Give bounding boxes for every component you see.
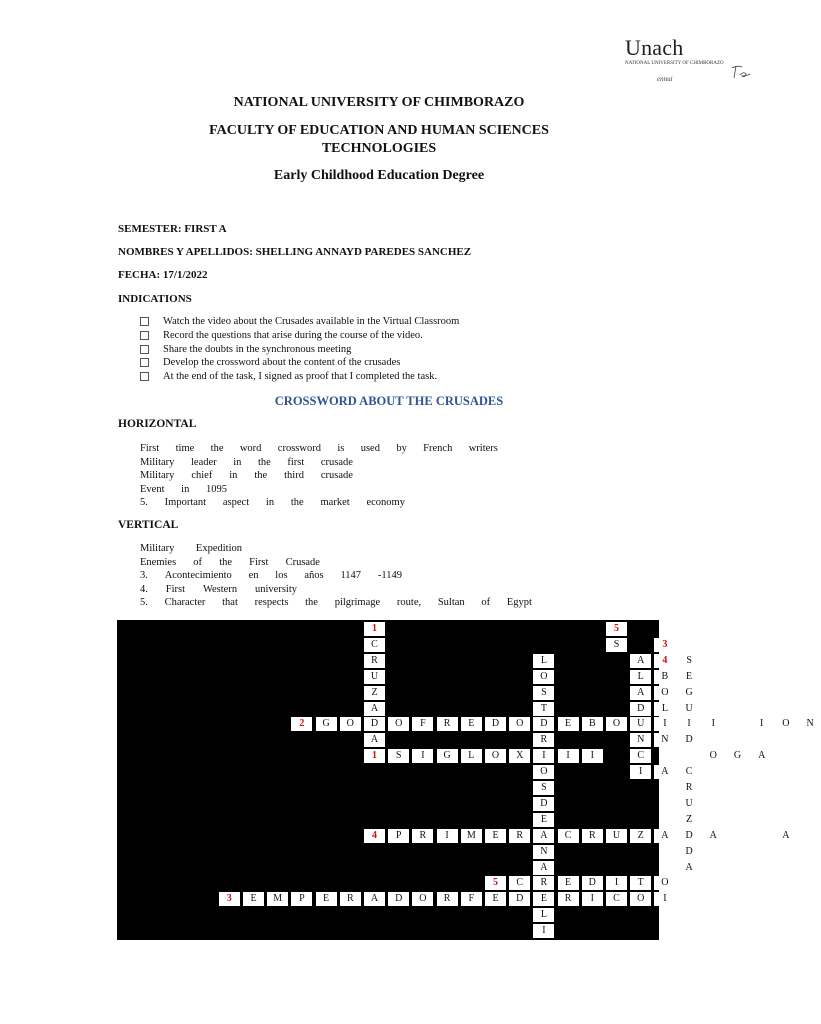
indications-heading: INDICATIONS <box>118 293 192 305</box>
list-item: Develop the crossword about the content of the crusades <box>140 356 459 370</box>
letter-cell: D <box>533 797 554 811</box>
letter-cell: L <box>461 749 482 763</box>
names-line: NOMBRES Y APELLIDOS: SHELLING ANNAYD PAREDES SANCHEZ <box>118 246 472 258</box>
letter-cell: F <box>412 717 433 731</box>
letter-cell: L <box>630 670 651 684</box>
letter-cell: D <box>679 829 700 843</box>
horizontal-heading: HORIZONTAL <box>118 418 197 430</box>
letter-cell: D <box>485 717 506 731</box>
letter-cell: I <box>679 717 700 731</box>
letter-cell: A <box>654 765 675 779</box>
letter-cell: D <box>679 845 700 859</box>
letter-cell: U <box>679 702 700 716</box>
letter-cell: G <box>727 749 748 763</box>
university-logo <box>622 34 752 90</box>
letter-cell: C <box>558 829 579 843</box>
letter-cell: P <box>388 829 409 843</box>
logo-name: Unach <box>625 35 684 60</box>
letter-cell: D <box>630 702 651 716</box>
letter-cell: C <box>630 749 651 763</box>
indications-list <box>140 315 459 384</box>
letter-cell: A <box>364 892 385 906</box>
checkbox-icon <box>140 331 149 340</box>
letter-cell: D <box>679 733 700 747</box>
letter-cell: Z <box>364 686 385 700</box>
faculty-title-line1: FACULTY OF EDUCATION AND HUMAN SCIENCES <box>209 123 549 138</box>
letter-cell: E <box>485 892 506 906</box>
letter-cell: A <box>364 733 385 747</box>
letter-cell: S <box>388 749 409 763</box>
clue-line: First time the word crossword is used by French writers <box>140 443 498 454</box>
letter-cell: Z <box>679 813 700 827</box>
letter-cell: G <box>679 686 700 700</box>
letter-cell: O <box>388 717 409 731</box>
letter-cell: O <box>412 892 433 906</box>
letter-cell: T <box>630 876 651 890</box>
letter-cell: D <box>509 892 530 906</box>
letter-cell: G <box>437 749 458 763</box>
letter-cell: R <box>679 781 700 795</box>
letter-cell: O <box>533 765 554 779</box>
letter-cell: I <box>558 749 579 763</box>
letter-cell: T <box>533 702 554 716</box>
clue-number-cell: 5 <box>606 622 627 636</box>
letter-cell: A <box>364 702 385 716</box>
letter-cell: A <box>775 829 796 843</box>
letter-cell: P <box>291 892 312 906</box>
letter-cell: I <box>630 765 651 779</box>
letter-cell: R <box>509 829 530 843</box>
list-item: Record the questions that arise during the course of the video. <box>140 329 459 343</box>
letter-cell: S <box>533 686 554 700</box>
letter-cell: O <box>533 670 554 684</box>
clue-line: Military chief in the third crusade <box>140 470 353 482</box>
checkbox-icon <box>140 358 149 367</box>
letter-cell: C <box>606 892 627 906</box>
letter-cell: U <box>630 717 651 731</box>
letter-cell: N <box>630 733 651 747</box>
clue-line: 5. Important aspect in the market economy <box>140 497 405 509</box>
horizontal-clues <box>140 442 498 510</box>
letter-cell: X <box>509 749 530 763</box>
letter-cell: R <box>412 829 433 843</box>
letter-cell: M <box>461 829 482 843</box>
letter-cell: O <box>606 717 627 731</box>
letter-cell: R <box>340 892 361 906</box>
letter-cell: N <box>654 733 675 747</box>
signature-scrawl-icon <box>730 62 752 82</box>
letter-cell: I <box>533 749 554 763</box>
degree-title: Early Childhood Education Degree <box>273 168 485 183</box>
letter-cell: I <box>654 892 675 906</box>
letter-cell: A <box>654 829 675 843</box>
letter-cell: Z <box>630 829 651 843</box>
checkbox-icon <box>140 345 149 354</box>
crossword-grid <box>117 620 814 940</box>
letter-cell: E <box>485 829 506 843</box>
letter-cell: R <box>533 876 554 890</box>
letter-cell: O <box>485 749 506 763</box>
letter-cell: I <box>582 892 603 906</box>
letter-cell: U <box>606 829 627 843</box>
clue-number-cell: 3 <box>654 638 675 652</box>
clue-number-cell: 3 <box>219 892 240 906</box>
clue-line: 4. First Western university <box>140 583 297 595</box>
letter-cell: F <box>461 892 482 906</box>
letter-cell: E <box>558 876 579 890</box>
list-item: Watch the video about the Crusades available in the Virtual Classroom <box>140 315 459 329</box>
letter-cell: A <box>533 861 554 875</box>
letter-cell: I <box>703 717 724 731</box>
letter-cell: A <box>533 829 554 843</box>
university-title: NATIONAL UNIVERSITY OF CHIMBORAZO <box>233 95 525 110</box>
letter-cell: R <box>533 733 554 747</box>
letter-cell: O <box>703 749 724 763</box>
letter-cell: R <box>364 654 385 668</box>
letter-cell: L <box>533 908 554 922</box>
letter-cell: A <box>703 829 724 843</box>
letter-cell: S <box>533 781 554 795</box>
letter-cell: E <box>558 717 579 731</box>
letter-cell: R <box>437 892 458 906</box>
clue-number-cell: 2 <box>291 717 312 731</box>
clue-line: Event in 1095 <box>140 483 227 495</box>
letter-cell: A <box>751 749 772 763</box>
clue-line: 5. Character that respects the pilgrimage route, Sultan of Egypt <box>140 597 532 609</box>
letter-cell: O <box>630 892 651 906</box>
letter-cell: I <box>606 876 627 890</box>
letter-cell: C <box>364 638 385 652</box>
letter-cell: S <box>679 654 700 668</box>
clue-line: Military leader in the first crusade <box>140 456 353 468</box>
letter-cell: L <box>654 702 675 716</box>
date-line: FECHA: 17/1/2022 <box>118 269 208 281</box>
checkbox-icon <box>140 317 149 326</box>
letter-cell: O <box>509 717 530 731</box>
vertical-heading: VERTICAL <box>118 519 179 531</box>
letter-cell: I <box>533 924 554 938</box>
clue-number-cell: 1 <box>364 622 385 636</box>
clue-line: Enemies of the First Crusade <box>140 556 320 568</box>
letter-cell: R <box>582 829 603 843</box>
letter-cell: O <box>654 686 675 700</box>
letter-cell: U <box>364 670 385 684</box>
list-item: Share the doubts in the synchronous meeting <box>140 343 459 357</box>
letter-cell: D <box>582 876 603 890</box>
logo-subtitle: NATIONAL UNIVERSITY OF CHIMBORAZO <box>625 61 724 66</box>
clue-number-cell: 4 <box>654 654 675 668</box>
letter-cell: D <box>388 892 409 906</box>
letter-cell: I <box>582 749 603 763</box>
letter-cell: E <box>243 892 264 906</box>
letter-cell: E <box>679 670 700 684</box>
clue-number-cell: 1 <box>364 749 385 763</box>
letter-cell: E <box>461 717 482 731</box>
letter-cell: A <box>679 861 700 875</box>
letter-cell: O <box>775 717 796 731</box>
checkbox-icon <box>140 372 149 381</box>
letter-cell: E <box>316 892 337 906</box>
letter-cell: N <box>800 717 821 731</box>
letter-cell: O <box>340 717 361 731</box>
letter-cell: I <box>437 829 458 843</box>
faculty-title-line2: TECHNOLOGIES <box>321 141 437 156</box>
letter-cell: D <box>533 717 554 731</box>
letter-cell: E <box>533 813 554 827</box>
letter-cell: I <box>412 749 433 763</box>
letter-cell: C <box>509 876 530 890</box>
letter-cell: I <box>751 717 772 731</box>
letter-cell: A <box>630 686 651 700</box>
letter-cell: G <box>316 717 337 731</box>
vertical-clues <box>140 542 532 610</box>
letter-cell: N <box>533 845 554 859</box>
letter-cell: O <box>654 876 675 890</box>
letter-cell: L <box>533 654 554 668</box>
letter-cell: R <box>558 892 579 906</box>
letter-cell: C <box>679 765 700 779</box>
clue-line: Military Expedition <box>140 543 242 554</box>
letter-cell: D <box>364 717 385 731</box>
letter-cell: B <box>654 670 675 684</box>
clue-number-cell: 4 <box>364 829 385 843</box>
letter-cell: E <box>533 892 554 906</box>
letter-cell: R <box>437 717 458 731</box>
clue-line: 3. Acontecimiento en los años 1147 -1149 <box>140 570 402 582</box>
letter-cell: A <box>630 654 651 668</box>
letter-cell: M <box>267 892 288 906</box>
letter-cell: B <box>582 717 603 731</box>
crossword-title: CROSSWORD ABOUT THE CRUSADES <box>274 394 504 408</box>
letter-cell: U <box>679 797 700 811</box>
letter-cell: S <box>606 638 627 652</box>
letter-cell: I <box>654 717 675 731</box>
semester-line: SEMESTER: FIRST A <box>118 223 227 235</box>
list-item: At the end of the task, I signed as proof that I completed the task. <box>140 370 459 384</box>
clue-number-cell: 5 <box>485 876 506 890</box>
logo-signature: ennui <box>657 75 673 83</box>
